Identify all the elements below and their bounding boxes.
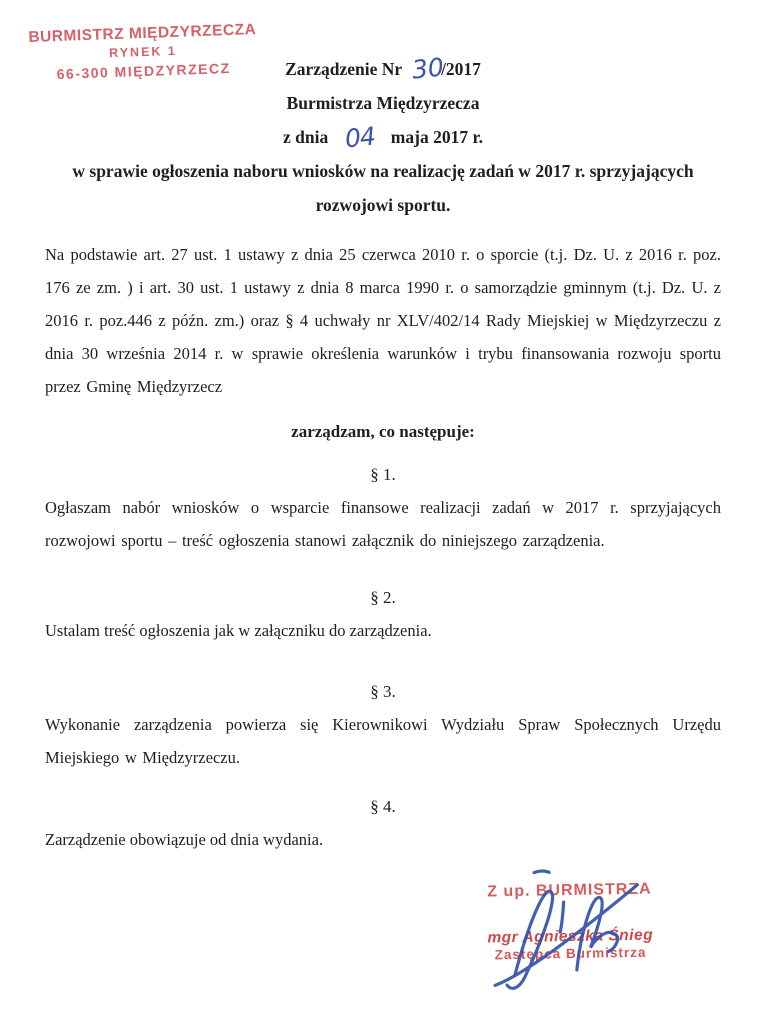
date-suffix: maja 2017 r.	[390, 127, 483, 147]
document-date-line	[45, 120, 721, 154]
section-3-number: § 3.	[370, 682, 396, 701]
stamp-postal-address: 66-300 MIĘDZYRZECZ	[56, 59, 231, 83]
section-1-number: § 1.	[370, 465, 396, 484]
title-block	[45, 52, 721, 222]
section-3-text: Wykonanie zarządzenia powierza się Kierownikowi Wydziału Spraw Społecznych Urzędu Miejskiego w Międzyrzeczu.	[45, 715, 721, 767]
stamp-street-address: RYNEK 1	[108, 44, 178, 61]
document-number-line	[45, 52, 721, 86]
signature-block	[451, 880, 688, 963]
document-issuer-line: Burmistrza Międzyrzecza	[286, 93, 480, 113]
section-4	[45, 790, 721, 856]
section-2-text: Ustalam treść ogłoszenia jak w załączniku do zarządzenia.	[45, 621, 432, 640]
date-prefix: z dnia	[283, 127, 329, 147]
ordain-heading: zarządzam, co następuje:	[291, 422, 475, 441]
section-2-number: § 2.	[370, 588, 396, 607]
stamp-office-name: BURMISTRZ MIĘDZYRZECZA	[28, 21, 257, 46]
section-2	[45, 581, 721, 647]
signer-name-stamp: mgr Agnieszka Śnieg	[487, 926, 654, 947]
legal-preamble: Na podstawie art. 27 ust. 1 ustawy z dnia 25 czerwca 2010 r. o sporcie (t.j. Dz. U. z 2016 r. poz. 176 ze zm. ) i art. 30 ust. 1 ustawy z dnia 8 marca 1990 r. o samorządzie gminnym (t.j. Dz. U. z 2016 r. poz.446 z późn. zm.) oraz § 4 uchwały nr XLV/402/14 Rady Miejskiej w Międzyrzeczu z dnia 30 września 2014 r. w sprawie określenia warunków i trybu finansowania rozwoju sportu przez Gminę Międzyrzecz	[45, 245, 721, 396]
handwritten-day: 04	[343, 121, 376, 154]
document-body	[45, 0, 721, 1011]
section-1-text: Ogłaszam nabór wniosków o wsparcie finansowe realizacji zadań w 2017 r. sprzyjających rozwojowi sportu – treść ogłoszenia stanowi załącznik do niniejszego zarządzenia.	[45, 498, 721, 550]
section-3	[45, 675, 721, 774]
subject-line-2: rozwojowi sportu.	[315, 195, 451, 215]
document-number-prefix: Zarządzenie Nr	[285, 59, 402, 79]
subject-line-1: w sprawie ogłoszenia naboru wniosków na realizację zadań w 2017 r. sprzyjających	[72, 161, 694, 181]
section-4-number: § 4.	[370, 797, 396, 816]
signer-title-stamp: Zastępca Burmistrza	[494, 944, 647, 963]
document-number-suffix: /2017	[441, 59, 481, 79]
section-4-text: Zarządzenie obowiązuje od dnia wydania.	[45, 830, 324, 849]
signature-on-behalf-stamp: Z up. BURMISTRZA	[487, 880, 652, 901]
handwritten-document-number: 30	[410, 52, 446, 85]
section-1	[45, 458, 721, 557]
